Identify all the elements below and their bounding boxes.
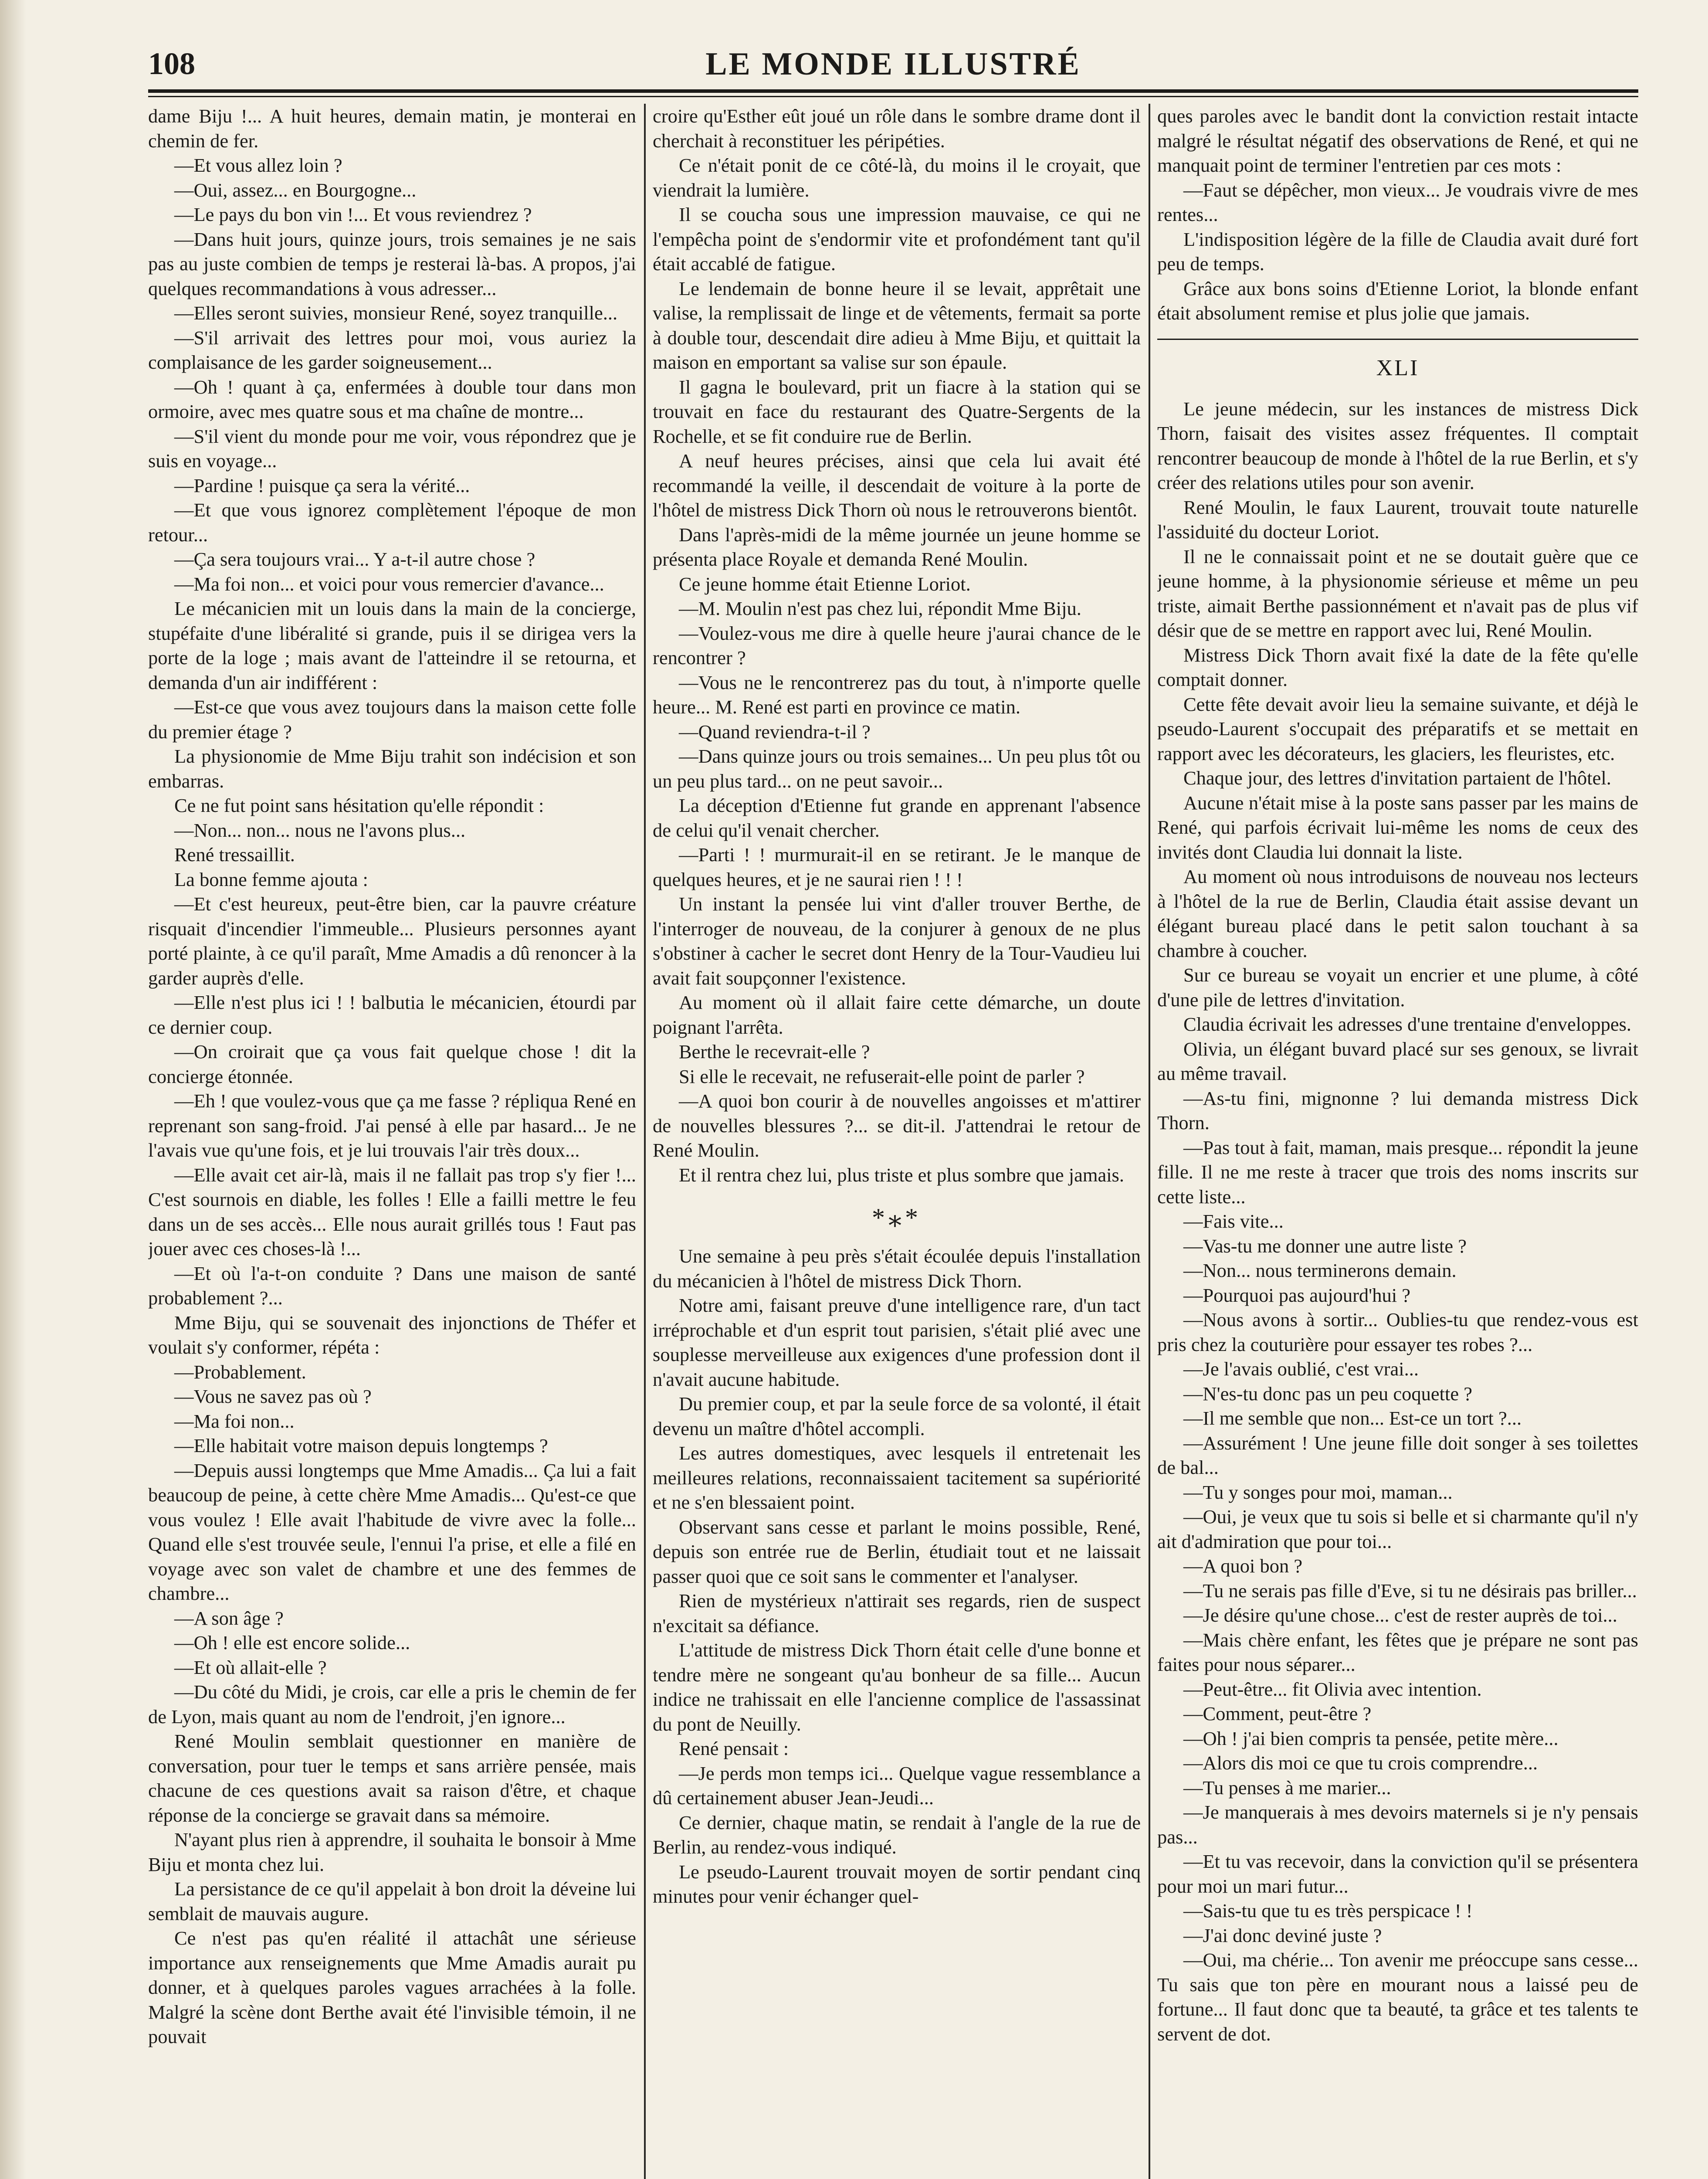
paragraph: —Eh ! que voulez-vous que ça me fasse ? répliqua René en reprenant son sang-froid. J'ai pensé à elle par hasard... Je ne l'avais vue qu'une fois, et je lui trouvais l'air très doux... <box>148 1090 636 1161</box>
paragraph: —Et où l'a-t-on conduite ? Dans une maison de santé probablement ?... <box>148 1262 636 1309</box>
paragraph: —Il me semble que non... Est-ce un tort ?... <box>1183 1407 1522 1429</box>
paragraph: —As-tu fini, mignonne ? lui demanda mistress Dick Thorn. <box>1157 1087 1638 1134</box>
paragraph: Le mécanicien mit un louis dans la main de la concierge, stupéfaite d'une libéralité si grande, puis il se dirigea vers la porte de la loge ; mais avant de l'atteindre il se retourna, et demanda d'un air indifférent : <box>148 597 636 693</box>
paragraph: —N'es-tu donc pas un peu coquette ? <box>1183 1382 1472 1405</box>
chapter-rule <box>1157 339 1638 340</box>
paragraph: —Elle avait cet air-là, mais il ne fallait pas trop s'y fier !... C'est sournois en diable, les folles ! Elle a failli mettre le feu dans un de ses accès... Elle nous aurait grillés tous ! Faut pas jouer avec ces choses-là !... <box>148 1164 636 1259</box>
column-3-part-1 <box>1157 104 1638 326</box>
paragraph: Il gagna le boulevard, prit un fiacre à la station qui se trouvait en face du restaurant des Quatre-Sergents de la Rochelle, et se fit conduire rue de Berlin. <box>653 376 1141 447</box>
paragraph: Aucune n'était mise à la poste sans passer par les mains de René, qui parfois écrivait lui-même les noms de ceux des invités dont Claudia lui donnait la liste. <box>1157 791 1638 863</box>
paragraph: Un instant la pensée lui vint d'aller trouver Berthe, de l'interroger de nouveau, de la conjurer à genoux de ne plus s'obstiner à cacher le secret dont Henry de la Tour-Vaudieu lui avait fait soupçonner l'existence. <box>653 893 1141 989</box>
paragraph: Mistress Dick Thorn avait fixé la date de la fête qu'elle comptait donner. <box>1157 644 1638 690</box>
paragraph: —Elle habitait votre maison depuis longtemps ? <box>174 1435 548 1456</box>
paragraph: —Peut-être... fit Olivia avec intention. <box>1183 1678 1482 1700</box>
paragraph: —Nous avons à sortir... Oublies-tu que rendez-vous est pris chez la couturière pour essayer tes robes ?... <box>1157 1309 1638 1355</box>
column-3-part-2 <box>1157 397 1638 2047</box>
page-edge-shadow <box>0 0 26 2179</box>
paragraph: Ce dernier, chaque matin, se rendait à l'angle de la rue de Berlin, au rendez-vous indiqué. <box>653 1811 1141 1858</box>
paragraph: —Du côté du Midi, je crois, car elle a pris le chemin de fer de Lyon, mais quant au nom de l'endroit, j'en ignore... <box>148 1681 636 1728</box>
paragraph: —Et c'est heureux, peut-être bien, car la pauvre créature risquait d'incendier l'immeuble... Plusieurs personnes ayant porté plainte, à ce qu'il paraît, Mme Amadis a dû renoncer à la garder auprès d'elle. <box>148 893 636 989</box>
paragraph: Il ne le connaissait point et ne se doutait guère que ce jeune homme, à la physionomie sérieuse et même un peu triste, aimait Berthe passionnément et n'avait pas de plus vif désir que de se mettre en rapport avec lui, René Moulin. <box>1157 545 1638 641</box>
column-separator-1 <box>644 104 646 2179</box>
paragraph: Les autres domestiques, avec lesquels il entretenait les meilleures relations, reconnaissaient tacitement sa supériorité et ne s'en blessaient point. <box>653 1442 1141 1513</box>
paragraph: —Elle n'est plus ici ! ! balbutia le mécanicien, étourdi par ce dernier coup. <box>148 991 636 1038</box>
paragraph: —Non... nous terminerons demain. <box>1183 1259 1457 1281</box>
paragraph: Le lendemain de bonne heure il se levait, apprêtait une valise, la remplissait de linge et de vêtements, fermait sa porte à double tour, descendait dire adieu à Mme Biju, et quittait la maison en emportant sa valise sur son épaule. <box>653 277 1141 373</box>
paragraph: —Vas-tu me donner une autre liste ? <box>1183 1235 1467 1257</box>
paragraph: La physionomie de Mme Biju trahit son indécision et son embarras. <box>148 745 636 792</box>
text-column-1 <box>148 104 636 2179</box>
paragraph: La persistance de ce qu'il appelait à bon droit la déveine lui semblait de mauvais augure. <box>148 1878 636 1924</box>
paragraph: Une semaine à peu près s'était écoulée depuis l'installation du mécanicien à l'hôtel de mistress Dick Thorn. <box>653 1245 1141 1292</box>
paragraph: —Elles seront suivies, monsieur René, soyez tranquille... <box>174 302 618 324</box>
page-header <box>148 41 1638 89</box>
paragraph: —Je perds mon temps ici... Quelque vague ressemblance a dû certainement abuser Jean-Jeudi... <box>653 1762 1141 1809</box>
paragraph: —Non... non... nous ne l'avons plus... <box>174 819 466 841</box>
paragraph: —On croirait que ça vous fait quelque chose ! dit la concierge étonnée. <box>148 1041 636 1087</box>
paragraph: —Ça sera toujours vrai... Y a-t-il autre chose ? <box>174 548 535 570</box>
section-asterism: *⁎* <box>872 1203 922 1232</box>
paragraph: Observant sans cesse et parlant le moins possible, René, depuis son entrée rue de Berlin, étudiait tout et ne laissait passer quoi que ce soit sans le commenter et l'analyser. <box>653 1516 1141 1587</box>
paragraph: —Quand reviendra-t-il ? <box>679 720 871 743</box>
paragraph: —A quoi bon ? <box>1183 1555 1303 1577</box>
paragraph: —Vous ne savez pas où ? <box>174 1385 372 1407</box>
paragraph: La bonne femme ajouta : <box>174 868 368 890</box>
masthead-title: LE MONDE ILLUSTRÉ <box>705 46 1081 82</box>
page-number: 108 <box>148 46 195 81</box>
paragraph: Mme Biju, qui se souvenait des injonctions de Théfer et voulait s'y conformer, répéta : <box>148 1311 636 1358</box>
paragraph: —S'il vient du monde pour me voir, vous répondrez que je suis en voyage... <box>148 425 636 472</box>
paragraph: —Comment, peut-être ? <box>1183 1703 1372 1724</box>
paragraph: —Depuis aussi longtemps que Mme Amadis... Ça lui a fait beaucoup de peine, à cette chère Mme Amadis... Qu'est-ce que vous voulez ! Elle avait l'habitude de vivre avec la folle... Quand elle s'est trouvée seule, l'ennui l'a prise, et elle a filé en voyage avec son valet de chambre et une des femmes de chambre... <box>148 1459 636 1604</box>
paragraph: A neuf heures précises, ainsi que cela lui avait été recommandé la veille, il descendait de voiture à la porte de l'hôtel de mistress Dick Thorn où nous le retrouverons bientôt. <box>653 450 1141 521</box>
paragraph: —Dans huit jours, quinze jours, trois semaines je ne sais pas au juste combien de temps je resterai là-bas. A propos, j'ai quelques recommandations à vous adresser... <box>148 228 636 299</box>
paragraph: Olivia, un élégant buvard placé sur ses genoux, se livrait au même travail. <box>1157 1038 1638 1084</box>
paragraph: Ce n'est pas qu'en réalité il attachât une sérieuse importance aux renseignements que Mme Amadis aurait pu donner, et à quelques paroles vagues arrachées à la folle. Malgré la scène dont Berthe avait été l'invisible témoin, il ne pouvait <box>148 1927 636 2047</box>
paragraph: La déception d'Etienne fut grande en apprenant l'absence de celui qu'il venait chercher. <box>653 794 1141 841</box>
paragraph: —Mais chère enfant, les fêtes que je prépare ne sont pas faites pour nous séparer... <box>1157 1629 1638 1675</box>
paragraph: Et il rentra chez lui, plus triste et plus sombre que jamais. <box>679 1164 1125 1186</box>
column-2-part-2 <box>653 1244 1141 1909</box>
paragraph: —Oui, je veux que tu sois si belle et si charmante qu'il n'y ait d'admiration que pour toi... <box>1157 1506 1638 1552</box>
paragraph: Ce n'était ponit de ce côté-là, du moins il le croyait, que viendrait la lumière. <box>653 154 1141 201</box>
paragraph: Grâce aux bons soins d'Etienne Loriot, la blonde enfant était absolument remise et plus jolie que jamais. <box>1157 277 1638 324</box>
header-rule-thin <box>148 96 1638 97</box>
paragraph: —A son âge ? <box>174 1607 284 1629</box>
paragraph: —Oh ! elle est encore solide... <box>174 1632 410 1653</box>
paragraph: —Ma foi non... et voici pour vous remercier d'avance... <box>174 573 604 595</box>
paragraph: Notre ami, faisant preuve d'une intelligence rare, d'un tact irréprochable et d'un esprit tout parisien, s'était plié avec une souplesse merveilleuse aux exigences d'une profession dont il n'avait aucune habitude. <box>653 1294 1141 1390</box>
paragraph: —Et vous allez loin ? <box>174 154 342 176</box>
paragraph: Du premier coup, et par la seule force de sa volonté, il était devenu un maître d'hôtel accompli. <box>653 1393 1141 1439</box>
paragraph: Dans l'après-midi de la même journée un jeune homme se présenta place Royale et demanda René Moulin. <box>653 523 1141 570</box>
paragraph: Berthe le recevrait-elle ? <box>679 1041 870 1062</box>
paragraph: —Pardine ! puisque ça sera la vérité... <box>174 474 470 496</box>
paragraph: croire qu'Esther eût joué un rôle dans le sombre drame dont il cherchait à reconstituer les péripéties. <box>653 105 1141 152</box>
paragraph: —Faut se dépêcher, mon vieux... Je voudrais vivre de mes rentes... <box>1157 179 1638 225</box>
paragraph: —Oui, ma chérie... Ton avenir me préoccupe sans cesse... Tu sais que ton père en mourant nous a laissé peu de fortune... Il faut donc que ta beauté, ta grâce et tes talents te servent de dot. <box>1157 1949 1638 2045</box>
paragraph: L'attitude de mistress Dick Thorn était celle d'une bonne et tendre mère ne songeant qu'au bonheur de sa fille... Aucun indice ne trahissait en elle l'ancienne complice de l'assassinat du pont de Neuilly. <box>653 1639 1141 1735</box>
paragraph: dame Biju !... A huit heures, demain matin, je monterai en chemin de fer. <box>148 105 636 152</box>
paragraph: —Oui, assez... en Bourgogne... <box>174 179 417 201</box>
paragraph: —S'il arrivait des lettres pour moi, vous auriez la complaisance de les garder soigneusement... <box>148 326 636 373</box>
paragraph: —Le pays du bon vin !... Et vous reviendrez ? <box>174 204 532 225</box>
paragraph: René tressaillit. <box>174 844 295 865</box>
paragraph: ques paroles avec le bandit dont la conviction restait intacte malgré le résultat négatif des observations de René, et qui ne manquait point de terminer l'entretien par ces mots : <box>1157 105 1638 176</box>
paragraph: —M. Moulin n'est pas chez lui, répondit Mme Biju. <box>679 597 1081 619</box>
paragraph: —Sais-tu que tu es très perspicace ! ! <box>1183 1900 1473 1921</box>
paragraph: —Tu y songes pour moi, maman... <box>1183 1481 1453 1503</box>
paragraph: Il se coucha sous une impression mauvaise, ce qui ne l'empêcha point de s'endormir vite et profondément tant qu'il était accablé de fatigue. <box>653 204 1141 275</box>
paragraph: René pensait : <box>679 1738 789 1759</box>
text-column-2 <box>653 104 1141 2179</box>
text-column-3 <box>1157 104 1638 2179</box>
paragraph: —Et où allait-elle ? <box>174 1656 327 1678</box>
paragraph: —Tu ne serais pas fille d'Eve, si tu ne désirais pas briller... <box>1183 1579 1637 1602</box>
column-2-part-1 <box>653 104 1141 1187</box>
paragraph: —Et que vous ignorez complètement l'époque de mon retour... <box>148 499 636 546</box>
column-separator-2 <box>1149 104 1150 2179</box>
paragraph: Ce jeune homme était Etienne Loriot. <box>679 573 971 595</box>
paragraph: Si elle le recevait, ne refuserait-elle point de parler ? <box>679 1065 1085 1087</box>
paragraph: —Assurément ! Une jeune fille doit songer à ses toilettes de bal... <box>1157 1432 1638 1478</box>
paragraph: —Je désire qu'une chose... c'est de rester auprès de toi... <box>1183 1604 1617 1626</box>
header-rule-thick <box>148 89 1638 93</box>
paragraph: —Parti ! ! murmurait-il en se retirant. Je le manque de quelques heures, et je ne saurai rien ! ! ! <box>653 844 1141 890</box>
paragraph: René Moulin, le faux Laurent, trouvait toute naturelle l'assiduité du docteur Loriot. <box>1157 496 1638 543</box>
paragraph: Ce ne fut point sans hésitation qu'elle répondit : <box>174 794 544 816</box>
chapter-heading: XLI <box>1376 355 1420 380</box>
paragraph: —Vous ne le rencontrerez pas du tout, à n'importe quelle heure... M. René est parti en province ce matin. <box>653 671 1141 718</box>
paragraph: N'ayant plus rien à apprendre, il souhaita le bonsoir à Mme Biju et monta chez lui. <box>148 1829 636 1875</box>
paragraph: Chaque jour, des lettres d'invitation partaient de l'hôtel. <box>1183 767 1611 789</box>
paragraph: —Pourquoi pas aujourd'hui ? <box>1183 1284 1410 1306</box>
paragraph: —J'ai donc deviné juste ? <box>1183 1924 1382 1946</box>
paragraph: —Pas tout à fait, maman, mais presque... répondit la jeune fille. Il ne me reste à tracer que trois des noms inscrits sur cette liste... <box>1157 1136 1638 1208</box>
paragraph: Au moment où nous introduisons de nouveau nos lecteurs à l'hôtel de la rue de Berlin, Claudia était assise devant un élégant bureau placé dans le petit salon touchant à sa chambre à coucher. <box>1157 865 1638 961</box>
paragraph: L'indisposition légère de la fille de Claudia avait duré fort peu de temps. <box>1157 228 1638 275</box>
paragraph: Sur ce bureau se voyait un encrier et une plume, à côté d'une pile de lettres d'invitation. <box>1157 964 1638 1011</box>
paragraph: René Moulin semblait questionner en manière de conversation, pour tuer le temps et sans arrière pensée, mais chacune de ces questions avait sa raison d'être, et chaque réponse de la concierge se gravait dans sa mémoire. <box>148 1730 636 1826</box>
paragraph: —Dans quinze jours ou trois semaines... Un peu plus tôt ou un peu plus tard... on ne peut savoir... <box>653 745 1141 792</box>
paragraph: Le pseudo-Laurent trouvait moyen de sortir pendant cinq minutes pour venir échanger quel- <box>653 1860 1141 1907</box>
paragraph: Au moment où il allait faire cette démarche, un doute poignant l'arrêta. <box>653 991 1141 1038</box>
paragraph: —Oh ! j'ai bien compris ta pensée, petite mère... <box>1183 1727 1559 1749</box>
paragraph: Claudia écrivait les adresses d'une trentaine d'enveloppes. <box>1183 1013 1632 1035</box>
paragraph: —Alors dis moi ce que tu crois comprendre... <box>1183 1752 1538 1774</box>
paragraph: Le jeune médecin, sur les instances de mistress Dick Thorn, faisait des visites assez fréquentes. Il comptait rencontrer beaucoup de monde à l'hôtel de la rue Berlin, et s'y créer des relations utiles pour son avenir. <box>1157 397 1638 493</box>
paragraph: —Est-ce que vous avez toujours dans la maison cette folle du premier étage ? <box>148 696 636 743</box>
paragraph: —Voulez-vous me dire à quelle heure j'aurai chance de le rencontrer ? <box>653 622 1141 669</box>
paragraph: Cette fête devait avoir lieu la semaine suivante, et déjà le pseudo-Laurent s'occupait des préparatifs et se mettait en rapport avec les décorateurs, les glaciers, les fleuristes, etc. <box>1157 693 1638 764</box>
paragraph: Rien de mystérieux n'attirait ses regards, rien de suspect n'excitait sa défiance. <box>653 1590 1141 1636</box>
paragraph: —Et tu vas recevoir, dans la conviction qu'il se présentera pour moi un mari futur... <box>1157 1850 1638 1897</box>
paragraph: —Probablement. <box>174 1361 306 1383</box>
paragraph: —Je l'avais oublié, c'est vrai... <box>1183 1358 1419 1380</box>
paragraph: —Je manquerais à mes devoirs maternels si je n'y pensais pas... <box>1157 1801 1638 1848</box>
paragraph: —Tu penses à me marier... <box>1183 1776 1391 1799</box>
paragraph: —Ma foi non... <box>174 1410 295 1432</box>
paragraph: —A quoi bon courir à de nouvelles angoisses et m'attirer de nouvelles blessures ?... se dit-il. J'attendrai le retour de René Moulin. <box>653 1090 1141 1161</box>
paragraph: —Oh ! quant à ça, enfermées à double tour dans mon ormoire, avec mes quatre sous et ma chaîne de montre... <box>148 376 636 422</box>
paragraph: —Fais vite... <box>1183 1210 1284 1232</box>
